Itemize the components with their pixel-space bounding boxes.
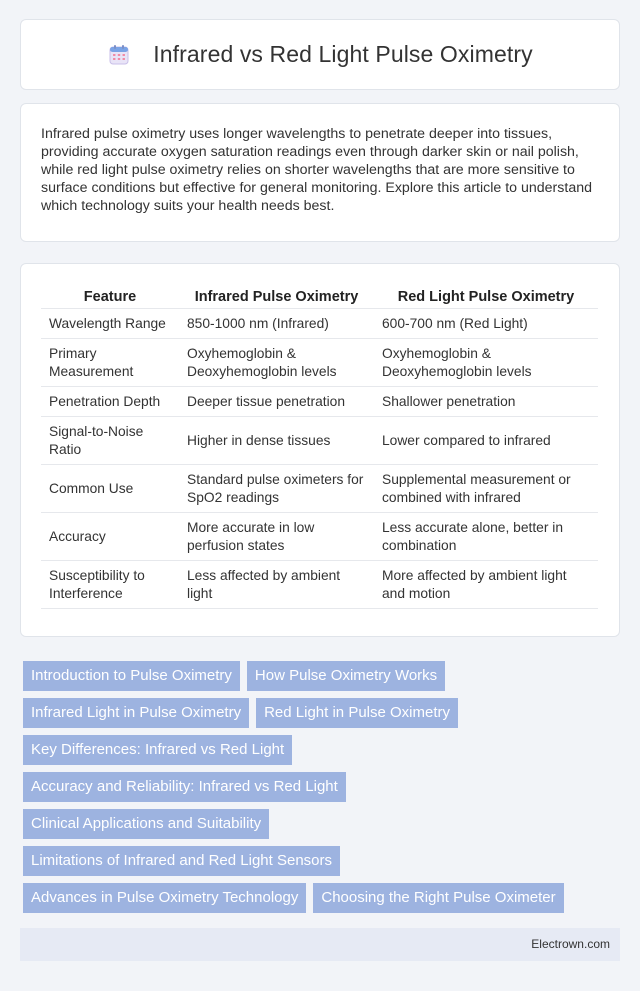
tag-accuracy-reliability[interactable]: Accuracy and Reliability: Infrared vs Red Light [23,772,346,802]
table-row [41,338,598,386]
table-cell: 600-700 nm (Red Light) [374,308,598,338]
tag-row [23,772,603,809]
table-row [41,512,598,560]
tag-row [23,735,603,772]
footer-site-name[interactable]: Electrown.com [531,937,610,951]
calendar-icon [107,43,131,67]
table-cell: More affected by ambient light and motion [374,560,598,608]
tag-row [23,698,603,735]
table-cell: Penetration Depth [41,386,179,416]
column-header-infrared: Infrared Pulse Oximetry [179,286,374,308]
table-cell: Less affected by ambient light [179,560,374,608]
intro-text: Infrared pulse oximetry uses longer wavelengths to penetrate deeper into tissues, providing accurate oxygen saturation readings even through darker skin or nail polish, while red light pulse oximetry relies on shorter wavelengths that are more sensitive to surface conditions but effective for general monitoring. Explore this article to understand which technology suits your health needs best. [41,126,592,214]
table-row [41,464,598,512]
tag-limitations[interactable]: Limitations of Infrared and Red Light Sensors [23,846,340,876]
table-row [41,560,598,608]
table-cell: Accuracy [41,512,179,560]
intro-card [20,103,620,242]
tag-advances[interactable]: Advances in Pulse Oximetry Technology [23,883,306,913]
table-header-row [41,286,598,308]
table-cell: Deeper tissue penetration [179,386,374,416]
table-cell: Susceptibility to Interference [41,560,179,608]
tag-row [23,883,603,920]
table-cell: Primary Measurement [41,338,179,386]
table-cell: Standard pulse oximeters for SpO2 readings [179,464,374,512]
tag-row [23,846,603,883]
column-header-feature: Feature [41,286,179,308]
table-cell: Wavelength Range [41,308,179,338]
column-header-red-light: Red Light Pulse Oximetry [374,286,598,308]
table-cell: Supplemental measurement or combined with infrared [374,464,598,512]
table-cell: Lower compared to infrared [374,416,598,464]
table-cell: Signal-to-Noise Ratio [41,416,179,464]
table-cell: Oxyhemoglobin & Deoxyhemoglobin levels [179,338,374,386]
table-row [41,386,598,416]
footer [20,928,620,961]
tag-how-it-works[interactable]: How Pulse Oximetry Works [247,661,445,691]
page-header [20,19,620,90]
table-row [41,308,598,338]
page-title: Infrared vs Red Light Pulse Oximetry [153,41,533,67]
table-cell: 850-1000 nm (Infrared) [179,308,374,338]
comparison-table [41,286,598,609]
tag-choosing[interactable]: Choosing the Right Pulse Oximeter [313,883,563,913]
topic-tags [23,661,603,920]
tag-introduction[interactable]: Introduction to Pulse Oximetry [23,661,240,691]
table-cell: Oxyhemoglobin & Deoxyhemoglobin levels [374,338,598,386]
table-cell: More accurate in low perfusion states [179,512,374,560]
table-row [41,416,598,464]
table-cell: Common Use [41,464,179,512]
tag-row [23,661,603,698]
table-cell: Shallower penetration [374,386,598,416]
tag-key-differences[interactable]: Key Differences: Infrared vs Red Light [23,735,292,765]
comparison-table-card [20,263,620,637]
tag-infrared-light[interactable]: Infrared Light in Pulse Oximetry [23,698,249,728]
tag-row [23,809,603,846]
tag-red-light[interactable]: Red Light in Pulse Oximetry [256,698,458,728]
table-cell: Less accurate alone, better in combination [374,512,598,560]
table-cell: Higher in dense tissues [179,416,374,464]
tag-clinical-applications[interactable]: Clinical Applications and Suitability [23,809,269,839]
